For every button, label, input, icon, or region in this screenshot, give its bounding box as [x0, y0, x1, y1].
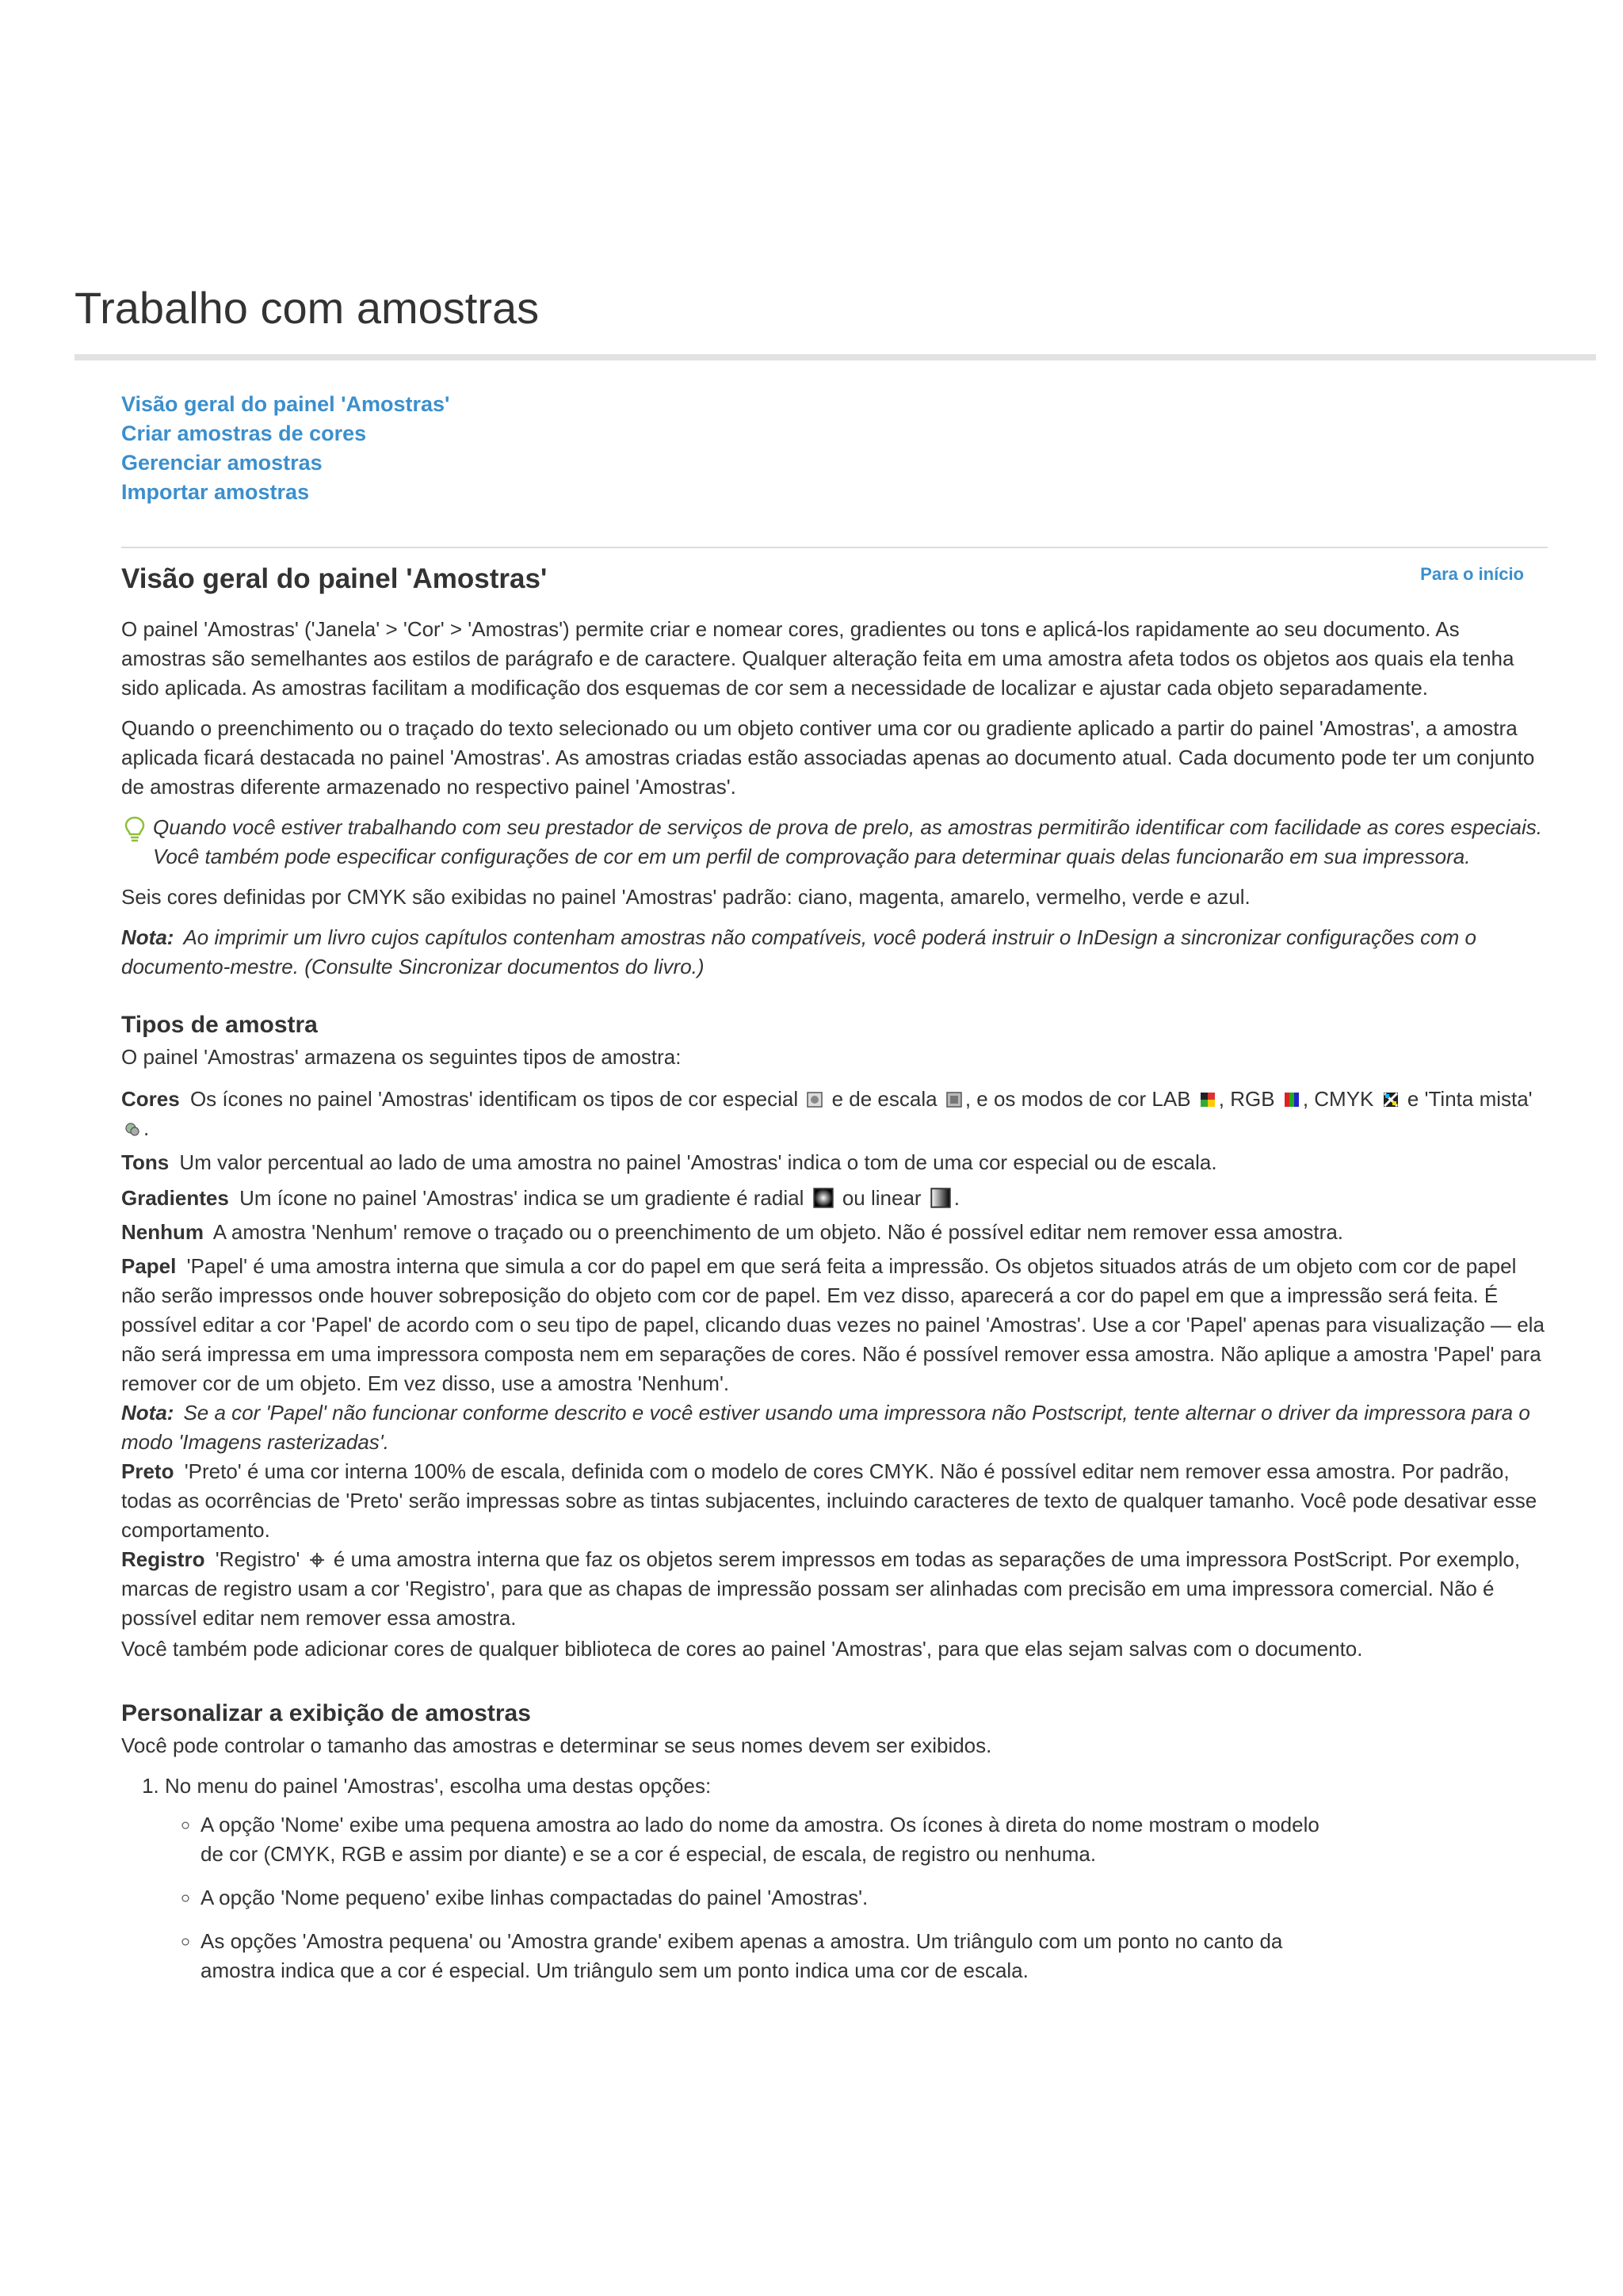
definition-text: .: [143, 1116, 150, 1140]
definition-preto: [121, 1457, 1548, 1545]
steps-list: [121, 1772, 1548, 1985]
list-item: ◦ As opções 'Amostra pequena' ou 'Amostra grande' exibem apenas a amostra. Um triângulo com um ponto no canto da amostra indica que a cor é especial. Um triângulo sem um ponto indica uma cor de escala.: [200, 1927, 1326, 1985]
term: Tons: [121, 1150, 170, 1174]
definition-nenhum: [121, 1218, 1548, 1247]
subheading-swatch-types: Tipos de amostra: [121, 1012, 318, 1038]
definition-text: é uma amostra interna que faz os objetos serem impressos em todas as separações de uma impressora PostScript. Por exemplo, marcas de registro usam a cor 'Registro', para que as chapas de impressão possam ser alinhadas com precisão em uma impressora comercial. Não é possível editar nem remover essa amostra.: [121, 1547, 1521, 1630]
process-color-icon: [946, 1092, 962, 1108]
table-of-contents: [121, 390, 1548, 507]
toc-link-manage-swatches[interactable]: Gerenciar amostras: [121, 451, 323, 475]
note-label: Nota:: [121, 1401, 174, 1425]
lab-mode-icon: [1200, 1092, 1216, 1108]
term: Preto: [121, 1459, 174, 1483]
definition-text: , RGB: [1218, 1087, 1275, 1111]
tip-text: Quando você estiver trabalhando com seu prestador de serviços de prova de prelo, as amostras permitirão identificar com facilidade as cores especiais. Você também pode especificar configurações de cor em um perfil de comprovação para determinar quais delas funcionarão em sua impressora.: [153, 815, 1542, 868]
list-item: ◦ A opção 'Nome pequeno' exibe linhas compactadas do painel 'Amostras'.: [200, 1883, 1326, 1913]
definition-cores: [121, 1085, 1548, 1143]
definition-text: 'Registro': [215, 1547, 300, 1571]
toc-link-create-swatches[interactable]: Criar amostras de cores: [121, 421, 367, 445]
definition-text: Um ícone no painel 'Amostras' indica se um gradiente é radial: [239, 1186, 804, 1210]
paragraph: O painel 'Amostras' ('Janela' > 'Cor' > 'Amostras') permite criar e nomear cores, gradientes ou tons e aplicá-los rapidamente ao seu documento. As amostras são semelhantes aos estilos de parágrafo e de caractere. Qualquer alteração feita em uma amostra afeta todos os objetos aos quais ela tenha sido aplicada. As amostras facilitam a modificação dos esquemas de cor sem a necessidade de localizar e ajustar cada objeto separadamente.: [121, 617, 1514, 700]
term: Papel: [121, 1254, 177, 1278]
content: [121, 390, 1548, 2000]
note-text: Se a cor 'Papel' não funcionar conforme descrito e você estiver usando uma impressora não Postscript, tente alternar o driver da impressora para o modo 'Imagens rasterizadas'.: [121, 1401, 1530, 1454]
definition-tons: [121, 1148, 1548, 1177]
title-divider: [74, 354, 1596, 360]
note-text: Ao imprimir um livro cujos capítulos contenham amostras não compatíveis, você poderá instruir o InDesign a sincronizar configurações com o documento-mestre. (Consulte Sincronizar documentos do livro.): [121, 925, 1476, 978]
tip: [121, 813, 1548, 871]
toc-link-import-swatches[interactable]: Importar amostras: [121, 480, 310, 504]
list-item: [165, 1772, 1548, 1985]
note-label: Nota:: [121, 925, 174, 949]
definition-text: , e os modos de cor LAB: [964, 1087, 1191, 1111]
note: [121, 923, 1548, 982]
paragraph: Você pode controlar o tamanho das amostras e determinar se seus nomes devem ser exibidos.: [121, 1733, 992, 1757]
cmyk-mode-icon: [1383, 1092, 1399, 1108]
definition-text: .: [953, 1186, 960, 1210]
back-to-top-link[interactable]: Para o início: [1420, 564, 1524, 584]
lightbulb-icon: [123, 816, 147, 843]
definition-registro: [121, 1545, 1548, 1633]
paragraph: Quando o preenchimento ou o traçado do texto selecionado ou um objeto contiver uma cor ou gradiente aplicado a partir do painel 'Amostras', a amostra aplicada ficará destacada no painel 'Amostras'. As amostras criadas estão associadas apenas ao documento atual. Cada documento pode ter um conjunto de amostras diferente armazenado no respectivo painel 'Amostras'.: [121, 716, 1535, 799]
registration-icon: [309, 1552, 325, 1568]
definition-text: , CMYK: [1302, 1087, 1374, 1111]
definition-text: ou linear: [842, 1186, 922, 1210]
toc-link-overview[interactable]: Visão geral do painel 'Amostras': [121, 392, 450, 416]
definition-text: 'Preto' é uma cor interna 100% de escala, definida com o modelo de cores CMYK. Não é possível editar nem remover essa amostra. Por padrão, todas as ocorrências de 'Preto' serão impressas sobre as tintas subjacentes, incluindo caracteres de texto de qualquer tamanho. Você pode desativar esse comportamento.: [121, 1459, 1537, 1542]
definition-papel: [121, 1252, 1548, 1398]
section-header: [121, 548, 1548, 604]
rgb-mode-icon: [1284, 1092, 1300, 1108]
definition-text: Um valor percentual ao lado de uma amostra no painel 'Amostras' indica o tom de uma cor especial ou de escala.: [179, 1150, 1217, 1174]
subheading-customize-display: Personalizar a exibição de amostras: [121, 1700, 531, 1726]
definition-text: Os ícones no painel 'Amostras' identificam os tipos de cor especial: [189, 1087, 799, 1111]
paragraph: Seis cores definidas por CMYK são exibidas no painel 'Amostras' padrão: ciano, magenta, amarelo, vermelho, verde e azul.: [121, 885, 1251, 909]
definition-gradientes: [121, 1184, 1548, 1213]
definition-text: e 'Tinta mista': [1407, 1087, 1533, 1111]
spot-color-icon: [807, 1092, 823, 1108]
mixed-ink-icon: [124, 1121, 140, 1137]
paragraph: Você também pode adicionar cores de qualquer biblioteca de cores ao painel 'Amostras', para que elas sejam salvas com o documento.: [121, 1637, 1363, 1661]
term: Nenhum: [121, 1220, 204, 1244]
term: Gradientes: [121, 1186, 229, 1210]
term: Registro: [121, 1547, 205, 1571]
page-title: Trabalho com amostras: [74, 283, 540, 333]
section-heading: Visão geral do painel 'Amostras': [121, 563, 548, 594]
definition-text: 'Papel' é uma amostra interna que simula a cor do papel em que será feita a impressão. Os objetos situados atrás de um objeto com cor de papel não serão impressos onde houver sobreposição do objeto com cor de papel. Em vez disso, aparecerá a cor do papel em que a impressão será feita. É possível editar a cor 'Papel' de acordo com o seu tipo de papel, clicando duas vezes no painel 'Amostras'. Use a cor 'Papel' apenas para visualização — ela não será impressa em uma impressora composta nem em separações de cores. Não é possível remover essa amostra. Não aplique a amostra 'Papel' para remover cor de um objeto. Em vez disso, use a amostra 'Nenhum'.: [121, 1254, 1545, 1395]
options-list: [165, 1810, 1548, 1985]
definition-text: A amostra 'Nenhum' remove o traçado ou o preenchimento de um objeto. Não é possível editar nem remover essa amostra.: [212, 1220, 1344, 1244]
term: Cores: [121, 1087, 180, 1111]
step-text: No menu do painel 'Amostras', escolha uma destas opções:: [165, 1774, 712, 1798]
list-item: ◦ A opção 'Nome' exibe uma pequena amostra ao lado do nome da amostra. Os ícones à direta do nome mostram o modelo de cor (CMYK, RGB e assim por diante) e se a cor é especial, de escala, de registro ou nenhuma.: [200, 1810, 1326, 1869]
note: [121, 1398, 1548, 1457]
definition-text: e de escala: [831, 1087, 938, 1111]
linear-gradient-icon: [930, 1188, 951, 1208]
paragraph: O painel 'Amostras' armazena os seguintes tipos de amostra:: [121, 1045, 682, 1069]
radial-gradient-icon: [813, 1188, 834, 1208]
